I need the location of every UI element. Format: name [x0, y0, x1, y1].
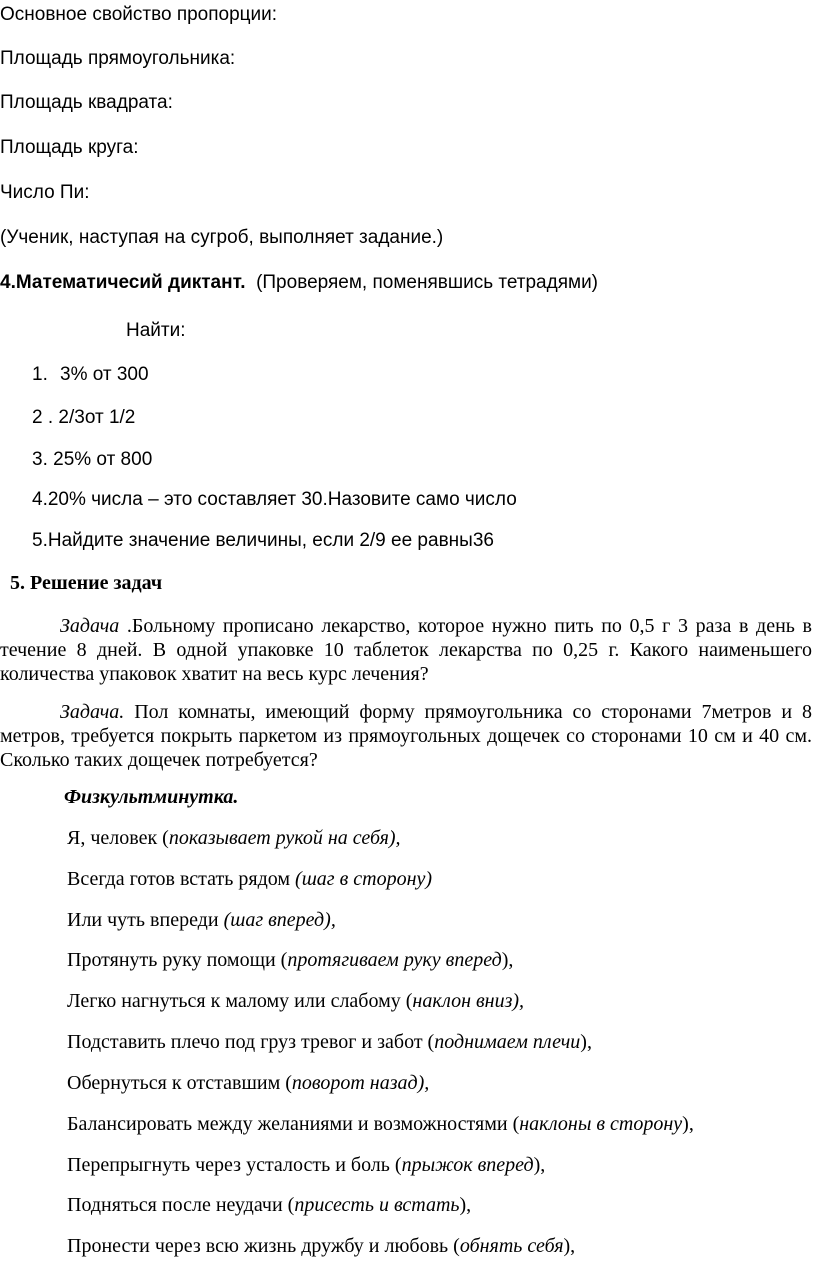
dictation-heading: 4.Математичесий диктант. — [0, 272, 246, 293]
rect-area-line: Площадь прямоугольника: — [0, 48, 236, 69]
problem-label: Задача — [60, 615, 120, 637]
problem-label: Задача. — [60, 701, 125, 723]
snowdrift-note: (Ученик, наступая на сугроб, выполняет задание.) — [0, 227, 444, 248]
physical-heading: Физкультминутка. — [64, 786, 239, 808]
poem-line: Перепрыгнуть через усталость и боль (прыжок вперед), — [67, 1154, 546, 1176]
problem-2 — [0, 700, 812, 772]
dictation-heading-line — [0, 272, 598, 294]
poem-line: Подняться после неудачи (присесть и встать), — [67, 1194, 472, 1216]
poem-line: Пронести через всю жизнь дружбу и любовь (обнять себя), — [67, 1235, 576, 1257]
problem-1 — [0, 614, 812, 686]
proportion-line: Основное свойство пропорции: — [0, 4, 278, 25]
dictation-item: 3. 25% от 800 — [32, 449, 153, 470]
dictation-item-num: 1. — [32, 364, 48, 385]
poem-line: Я, человек (показывает рукой на себя), — [67, 827, 401, 849]
dictation-note: (Проверяем, поменявшись тетрадями) — [256, 272, 599, 293]
pi-line: Число Пи: — [0, 182, 90, 203]
poem-line: Всегда готов встать рядом (шаг в сторону) — [67, 868, 433, 890]
circle-area-line: Площадь круга: — [0, 137, 139, 158]
problem-text: Пол комнаты, имеющий форму прямоугольника со сторонами 7метров и 8 метров, требуется покрыть паркетом из прямоугольных дощечек со сторонами 10 см и 40 см. Сколько таких дощечек потребуется? — [0, 701, 812, 771]
poem-line: Или чуть впереди (шаг вперед), — [67, 909, 336, 931]
problems-heading: 5. Решение задач — [10, 572, 163, 594]
dictation-item: 3% от 300 — [60, 364, 149, 385]
dictation-item: 4.20% числа – это составляет 30.Назовите само число — [32, 489, 517, 510]
square-area-line: Площадь квадрата: — [0, 92, 173, 113]
poem-line: Легко нагнуться к малому или слабому (наклон вниз), — [67, 990, 525, 1012]
problem-text: .Больному прописано лекарство, которое нужно пить по 0,5 г 3 раза в день в течение 8 дней. В одной упаковке 10 таблеток лекарства по 0,25 г. Какого наименьшего количества упаковок хватит на весь курс лечения? — [0, 615, 812, 685]
dictation-item: 2 . 2/3от 1/2 — [32, 407, 136, 428]
poem-line: Протянуть руку помощи (протягиваем руку вперед), — [67, 949, 514, 971]
dictation-item: 5.Найдите значение величины, если 2/9 ее равны36 — [32, 530, 494, 551]
poem-line: Обернуться к отставшим (поворот назад), — [67, 1072, 430, 1094]
poem-line: Балансировать между желаниями и возможностями (наклоны в сторону), — [67, 1113, 694, 1135]
poem-line: Подставить плечо под груз тревог и забот (поднимаем плечи), — [67, 1031, 592, 1053]
find-label: Найти: — [126, 320, 186, 341]
